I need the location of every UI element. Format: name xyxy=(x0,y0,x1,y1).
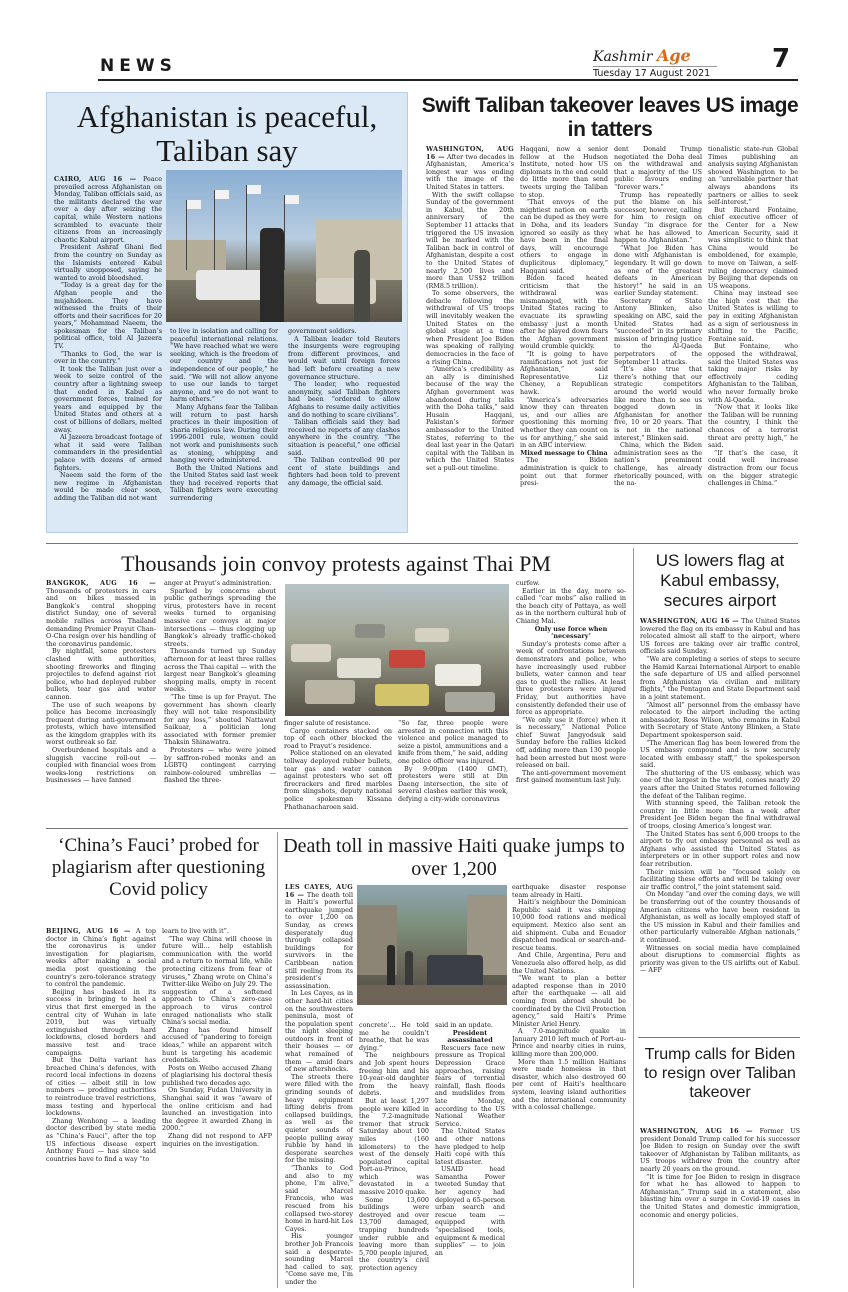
story-haiti-dateline: LES CAYES, AUG 16 — xyxy=(285,884,353,899)
story-thai-paragraph: Thousands turned up Sunday afternoon for at least three rallies across the Thai capital — with the largest near Bangkok’s gleaming shopping malls, empty in recent weeks. xyxy=(164,647,276,694)
story-us-image-paragraph: “America’s credibility as an ally is diminished because of the way the Afghan government was abandoned during talks with the Doha talks,” said Husain Haqqani, Pakistan’s former ambassador to the United States, referring to the deal last year in the Qatari capital with the Taliban in which the United States set a pull-out timeline. xyxy=(426,365,514,472)
story-fauci-headline: ‘China’s Fauci’ probed for plagiarism after questioning Covid policy xyxy=(51,835,266,900)
story-haiti-paragraph: concrete’... He told me he couldn’t breathe, that he was dying.” xyxy=(359,1022,429,1052)
story-thai-paragraph: finger salute of resistance. xyxy=(284,720,371,727)
story-afghanistan-paragraph: to live in isolation and calling for peaceful international relations. “We have reached what we were seeking, which is the freedom of our country and the independence of our people,” he said. “We will not allow anyone to use our lands to target anyone, and we do not want to harm others.” xyxy=(170,328,278,404)
story-haiti-paragraph: Haiti’s neighbour the Dominican Republic said it was shipping 10,000 food rations and medical equipment. Mexico also sent an aid shipment. Cuba and Ecuador dispatched medical or search-and-rescue teams. xyxy=(512,898,626,952)
story-thai-paragraph: Cargo containers stacked on top of each other blocked the road to Prayut’s residence. xyxy=(284,726,392,750)
story-afghanistan-paragraph: The leader, who requested anonymity, said Taliban fighters had been “ordered to allow Afghans to resume daily activities and do nothing to scare civilians”. xyxy=(288,380,400,419)
story-haiti-paragraph: Rescuers face new pressure as Tropical Depression Grace approaches, raising fears of torrential rainfall, flash floods and mudslides from late Monday, according to the US National Weather Service. xyxy=(435,1043,505,1128)
story-thai-headline: Thousands join convoy protests against Thai PM xyxy=(121,551,551,576)
story-us-image-paragraph: “It is going to have ramifications not just for Afghanistan,” said Representative Liz Cheney, a Republican hawk. xyxy=(520,350,608,396)
story-afghanistan-paragraph: It took the Taliban just over a week to seize control of the country after a lightning sweep that ended in Kabul as government forces, trained for years and equipped by the United States and others at a cost of billions of dollars, melted away. xyxy=(54,364,162,434)
story-haiti-paragraph: The streets there were filled with the grinding sounds of heavy equipment lifting debris from collapsed buildings, as well as the quieter sounds of people pulling away rubble by hand in desperate searches for the missing. xyxy=(285,1072,353,1165)
story-us-image-paragraph: China may instead see the high cost that the United States is willing to pay in exiting Afghanistan as a sign of seriousness in shifting to the Pacific, Fontaine said. xyxy=(708,289,798,343)
story-thai-paragraph: By nightfall, some protesters clashed with authorities, shooting fireworks and flinging projectiles to defend against riot police, who had deployed rubber bullets, tear gas and water cannon. xyxy=(46,647,156,701)
story-thai-paragraph: The anti-government movement first gained momentum last July. xyxy=(516,768,626,785)
header-rule xyxy=(98,79,798,81)
story-thai-paragraph: Protesters — who were joined by saffron-robed monks and an LGBTQ contingent carrying rainbow-coloured umbrellas — flashed the three- xyxy=(164,746,276,785)
story-embassy-paragraph: The United States lowered the flag on its embassy in Kabul and has relocated almost all staff to the airport, where US forces are taking over air traffic control, officials said Sunday. xyxy=(640,618,800,656)
story-us-image-paragraph: The Biden administration is quick to point out that former presi- xyxy=(520,456,608,488)
story-afghanistan-headline: Afghanistan is peaceful, Taliban say xyxy=(76,99,378,168)
story-haiti-subhead: President assassinated xyxy=(447,1028,493,1045)
story-fauci-paragraph: Posts on Weibo accused Zhang of plagiarising his doctoral thesis published two decades ago. xyxy=(162,1063,272,1087)
story-thai-paragraph: anger at Prayut’s administration. xyxy=(164,580,272,587)
story-embassy-paragraph: The shuttering of the US embassy, which was one of the largest in the world, comes nearly 20 years after the United States returned following the defeat of the Taliban regime. xyxy=(640,768,800,800)
story-afghanistan-paragraph: A Taliban leader told Reuters the insurgents were regrouping from different provinces, and would wait until foreign forces had left before creating a new governance structure. xyxy=(288,334,400,381)
story-thai-paragraph: Thousands of protesters in cars and on bikes massed in Bangkok’s central shopping district Sunday, one of several mobile rallies across Thailand demanding Premier Prayut Chan-O-Cha resign over his handling of the coronavirus pandemic. xyxy=(46,586,156,648)
story-thai-paragraph: Overburdened hospitals and a sluggish vaccine roll-out — coupled with financial woes from weeks-long restrictions on businesses — have fanned xyxy=(46,746,156,785)
story-afghanistan-dateline: CAIRO, AUG 16 — xyxy=(54,176,137,183)
story-us-image-paragraph: With the swift collapse Sunday of the government in Kabul, the 20th anniversary of the September 11 attacks that triggered the US invasion will be marked with the Taliban back in control of Afghanistan, despite a cost to the United States of nearly 2,500 lives and more than US$2 trillion (RM8.5 trillion). xyxy=(426,190,514,290)
story-embassy-paragraph: “Almost all” personnel from the embassy have relocated to the airport including the acting ambassador, Ross Wilson, who remains in Kabul with Secretary of State Antony Blinken, a State Department spokesperson said. xyxy=(640,700,800,739)
story-us-image-paragraph: “What Joe Biden has done with Afghanistan is legendary. It will go down as one of the greatest defeats in American history!” he said in an earlier Sunday statement. xyxy=(614,243,702,298)
story-thai-paragraph: Sunday’s protests come after a week of confrontations between demonstrators and police, who have increasingly used rubber bullets, water cannon and tear gas to quell the rallies. At least three protesters were injured Friday, but authorities have consistently defended their use of force as appropriate. xyxy=(516,639,626,717)
masthead-rule xyxy=(593,66,717,67)
story-afghanistan-paragraph: government soldiers. xyxy=(288,328,357,335)
protest-convoy-photo xyxy=(285,584,509,716)
story-us-image-paragraph: “It’s also true that there’s nothing that our strategic competitors around the world would like more than to see us bogged down in Afghanistan for another five, 10 or 20 years. That is not in the national interest,” Blinken said. xyxy=(614,365,702,442)
story-fauci-paragraph: Zhang did not respond to AFP inquiries on the investigation. xyxy=(162,1132,272,1148)
haiti-rescue-photo xyxy=(357,885,507,1005)
section-divider xyxy=(638,1037,800,1038)
story-us-image-paragraph: “If that’s the case, it could well increase distraction from our focus on the bigger strategic challenges in China.” xyxy=(708,448,798,488)
story-thai-paragraph: By 9:00pm (1400 GMT), protesters were still at Din Daeng intersection, the site of several clashes earlier this week, defying a city-wide coronavirus xyxy=(398,764,508,803)
story-afghanistan-paragraph: “Thanks to God, the war is over in the country.” xyxy=(54,349,162,366)
page-number: 7 xyxy=(772,44,791,74)
story-thai-paragraph: The use of such weapons by police has become increasingly frequent during anti-government protests, which have intensified as the kingdom grapples with its worst outbreak so far. xyxy=(46,700,156,747)
story-fauci-dateline: BEIJING, AUG 16 — xyxy=(46,928,131,935)
story-haiti-paragraph: His younger brother Job Francois said a desperate-sounding Marcel had called to say, “Come save me, I’m under the xyxy=(285,1232,353,1286)
story-fauci-paragraph: Zhang Wenhong — a leading doctor described by state media as “China’s Fauci”, after the top US infectious disease expert Anthony Fauci — has since said countries have to find a way “to xyxy=(46,1116,156,1163)
story-trump-paragraph: “It is time for Joe Biden to resign in disgrace for what he has allowed to happen to Afghanistan,” Trump said in a statement, also blasting him over a surge in Covid-19 cases in the United States and domestic immigration, economic and energy policies. xyxy=(640,1172,800,1219)
story-embassy-paragraph: Their mission will be “focused solely on facilitating these efforts and will be taking over air traffic control,” the joint statement said. xyxy=(640,867,800,891)
story-haiti-paragraph: The United States and other nations have pledged to help Haiti cope with this latest disaster. xyxy=(435,1127,505,1166)
story-us-image-paragraph: But Fontaine, who opposed the withdrawal, said the United States was taking major risks by effectively ceding Afghanistan to the Taliban, who never formally broke with Al-Qaeda. xyxy=(708,342,798,404)
story-trump-paragraph: Former US president Donald Trump called for his successor Joe Biden to resign on Sunday over the swift takeover of Afghanistan by Taliban militants, as US troops withdrew from the country after nearly 20 years on the ground. xyxy=(640,1128,800,1173)
column-divider xyxy=(277,832,278,1288)
story-us-image-paragraph: “America’s adversaries know they can threaten us, and our allies are questioning this morning whether they can count on us for anything,” she said in an ABC interview. xyxy=(520,395,608,450)
column-divider xyxy=(633,548,634,1288)
story-us-image-paragraph: tionalistic state-run Global Times publishing an analysis saying Afghanistan showed Washington to be an “unreliable partner that always abandons its partners or allies to seek self-interest.” xyxy=(708,146,798,207)
story-afghanistan-paragraph: “Today is a great day for the Afghan people and the mujahideen. They have witnessed the fruits of their efforts and their sacrifices for 20 years,” Mohammad Naeem, the spokesman for the Taliban’s political office, told Al Jazeera TV. xyxy=(54,281,162,351)
story-haiti-paragraph: The neighbours and Job spent hours freeing him and his 10-year-old daughter from the heavy debris. xyxy=(359,1051,429,1098)
story-thai-paragraph: Sparked by concerns about public gatherings spreading the virus, protesters have in recent weeks turned to organising massive car convoys at major intersections — thus clogging up Bangkok’s already traffic-choked streets. xyxy=(164,586,276,648)
story-us-image-paragraph: Trump has repeatedly put the blame on his successor, however, calling for him to resign on Sunday “in disgrace for what he has allowed to happen to Afghanistan.” xyxy=(614,190,702,245)
story-thai-paragraph: Police stationed on an elevated tollway deployed rubber bullets, tear gas and water cannon against protesters who set off firecrackers and fired marbles from slingshots, deputy national police spokesman Kissana Phathanacharoen said. xyxy=(284,749,392,811)
story-haiti-headline: Death toll in massive Haiti quake jumps to over 1,200 xyxy=(283,835,625,880)
story-fauci-paragraph: On Sunday, Fudan University in Shanghai said it was “aware of the online criticism and had launched an investigation into the degree it awarded Zhang in 2000.” xyxy=(162,1086,272,1133)
story-embassy-paragraph: “The American flag has been lowered from the US embassy compound and is now securely located with embassy staff,” the spokesperson said. xyxy=(640,738,800,770)
story-embassy-dateline: WASHINGTON, AUG 16 — xyxy=(640,618,739,625)
story-us-image-paragraph: But Richard Fontaine, chief executive officer of the Center for a New American Security, said it was simplistic to think that China would be emboldened, for example, to move on Taiwan, a self-ruling democracy claimed by Beijing that depends on US weapons. xyxy=(708,205,798,290)
story-embassy-paragraph: The United States has sent 6,000 troops to the airport to fly out embassy personnel as well as Afghans who assisted the United States as interpreters or in other support roles and now fear retribution. xyxy=(640,829,800,868)
story-fauci-paragraph: “The way China will choose in future will... help establish communication with the world and a return to normal life, while protecting citizens from fear of viruses,” Zhang wrote on China’s Twitter-like Weibo on July 29. The suggestion of a softened approach to China’s zero-case approach to virus control enraged nationalists who stalk China’s social media. xyxy=(162,934,272,1027)
story-embassy-headline: US lowers flag at Kabul embassy, secures airport xyxy=(655,551,785,610)
story-thai-paragraph: Earlier in the day, more so-called “car mobs” also rallied in the beach city of Pattaya, as well as in the northern cultural hub of Chiang Mai. xyxy=(516,586,626,625)
story-us-image-paragraph: “Now that it looks like the Taliban will be running the country, I think the chances of a terrorist threat are pretty high,” he said. xyxy=(708,403,798,450)
story-haiti-paragraph: “Thanks to God and also to my phone, I’m alive,” said Marcel Francois, who was rescued from his collapsed two-storey home in hard-hit Les Cayes. xyxy=(285,1163,353,1233)
story-us-image-dateline: WASHINGTON, AUG 16 — xyxy=(426,146,514,161)
story-embassy-paragraph: On Monday “and over the coming days, we will be transferring out of the country thousands of American citizens who have been resident in Afghanistan, as well as locally employed staff of the US mission in Kabul and their families and other particularly vulnerable Afghan nationals,” it continued. xyxy=(640,890,800,944)
story-haiti-paragraph: said in an update. xyxy=(435,1022,493,1029)
story-fauci-paragraph: learn to live with it”. xyxy=(162,928,229,935)
story-embassy-paragraph: With stunning speed, the Taliban retook the country in little more than a week after President Joe Biden began the final withdrawal of troops, closing America’s longest war. xyxy=(640,799,800,831)
story-afghanistan-paragraph: Naeem said the form of the new regime in Afghanistan would be made clear soon, adding the Taliban did not want xyxy=(54,471,162,502)
story-afghanistan-paragraph: Both the United Nations and the United States said last week they had received reports that Taliban fighters were executing surrendering xyxy=(170,463,278,503)
story-afghanistan-paragraph: Al Jazeera broadcast footage of what it said were Taliban commanders in the presidential palace with dozens of armed fighters. xyxy=(54,433,162,472)
story-trump-dateline: WASHINGTON, AUG 16 — xyxy=(640,1128,753,1135)
story-us-image-paragraph: After two decades in Afghanistan, America’s longest war was ending with the image of the United States in tatters. xyxy=(426,152,514,191)
story-haiti-paragraph: USAID head Samantha Power tweeted Sunday that her agency had deployed a 65-person urban search and rescue team — equipped with “specialised tools, equipment & medical supplies” — to join an xyxy=(435,1165,505,1257)
story-haiti-paragraph: But at least 1,297 people were killed in the 7.2-magnitude tremor that struck Saturday about 100 miles (160 kilometers) to the west of the densely populated capital Port-au-Prince, which was devastated in a massive 2010 quake. xyxy=(359,1096,429,1197)
story-afghanistan-paragraph: The Taliban controlled 90 per cent of state buildings and fighters had been told to prevent any damage, the official said. xyxy=(288,456,400,487)
story-haiti-paragraph: earthquake disaster response team already in Haiti. xyxy=(512,884,626,899)
issue-date: Tuesday 17 August 2021 xyxy=(593,68,711,79)
masthead-logo xyxy=(593,46,691,65)
story-afghanistan-paragraph: Taliban officials said they had received no reports of any clashes anywhere in the country. “The situation is peaceful,” one official said. xyxy=(288,418,400,457)
story-afghanistan-paragraph: President Ashraf Ghani fled from the country on Sunday as the Islamists entered Kabul virtually unopposed, saying he wanted to avoid bloodshed. xyxy=(54,243,162,282)
story-haiti-paragraph: More than 1.5 million Haitians were made homeless in that disaster, which also destroyed 60 per cent of Haiti’s healthcare system, leaving island authorities and the international community with a colossal challenge. xyxy=(512,1057,626,1112)
story-us-image-paragraph: Haqqani, now a senior fellow at the Hudson Institute, noted how US diplomats in the end could do little more than send tweets urging the Taliban to stop. xyxy=(520,146,608,199)
story-fauci-paragraph: Zhang has found himself accused of “pandering to foreign ideas,” while an apparent witch hunt is targeting his academic credentials. xyxy=(162,1025,272,1065)
story-us-image-paragraph: To some observers, the debacle following the withdrawal of US troops will inevitably weaken the United States on the global stage at a time when President Joe Biden was speaking of rallying democracies in the face of a rising China. xyxy=(426,289,514,366)
story-haiti-paragraph: And Chile, Argentina, Peru and Venezuela also offered help, as did the United Nations. xyxy=(512,951,626,975)
story-embassy-paragraph: Witnesses on social media have complained about disruptions to commercial flights as priority was given to the US airlifts out of Kabul. — AFP xyxy=(640,943,800,975)
story-us-image-paragraph: dent Donald Trump negotiated the Doha deal on the withdrawal and that a majority of the US public favours ending “forever wars.” xyxy=(614,146,702,191)
story-thai-paragraph: “We only use it (force) when it is necessary,” National Police chief Suwat Jangyodsuk said Sunday before the rallies kicked off, adding more than 130 people had been arrested but most were released on bail. xyxy=(516,715,626,770)
story-fauci-paragraph: But the Delta variant has breached China’s defences, with record local infections in dozens of cities — albeit still in low numbers — prodding authorities to reintroduce travel restrictions, mass testing and hyperlocal lockdowns. xyxy=(46,1056,156,1118)
story-haiti-paragraph: In Les Cayes, as in other hard-hit cities on the southwestern peninsula, most of the population spent the night sleeping outdoors in front of their houses — or what remained of them — amid fears of new aftershocks. xyxy=(285,989,353,1074)
story-thai-paragraph: “The time is up for Prayut. The government has shown clearly they will not take responsibility for any loss,” shouted Nattawut Saikuar, a politician long associated with former premier Thaksin Shinawatra. xyxy=(164,692,276,747)
story-thai-subhead: Only use force when ‘necessary’ xyxy=(534,624,608,641)
taliban-fighter-photo xyxy=(166,170,402,322)
section-label: NEWS xyxy=(100,56,177,76)
section-divider xyxy=(46,543,798,544)
story-thai-paragraph: curfew. xyxy=(516,580,540,587)
story-fauci-paragraph: Beijing has basked in its success in bringing to heel a virus that first emerged in the central city of Wuhan in late 2019, but was virtually extinguished through hard lockdowns, closed borders and massive test and trace campaigns. xyxy=(46,987,156,1057)
story-embassy-paragraph: “We are completing a series of steps to secure the Hamid Karzai International Airport to enable the safe departure of US and allied personnel from Afghanistan via civilian and military flights,” the Pentagon and State Department said in a joint statement. xyxy=(640,654,800,701)
story-us-image-paragraph: Secretary of State Antony Blinken, also speaking on ABC, said the United States had “succeeded” in its primary mission of bringing justice to the Al-Qaeda perpetrators of the September 11 attacks. xyxy=(614,296,702,366)
story-us-image-headline: Swift Taliban takeover leaves US image in tatters xyxy=(421,94,799,141)
story-us-image-paragraph: Biden faced heated criticism that the withdrawal was mismanaged, with the United States racing to evacuate its sprawling embassy just a month after he played down fears the Afghan government would crumble quickly. xyxy=(520,274,608,351)
section-divider xyxy=(46,828,628,829)
story-haiti-paragraph: “We want to plan a better adapted response than in 2010 after the earthquake — all aid coming from abroad should be coordinated by the Civil Protection agency,” said Haiti’s Prime Minister Ariel Henry. xyxy=(512,974,626,1028)
story-trump-headline: Trump calls for Biden to resign over Taliban takeover xyxy=(644,1046,796,1101)
story-haiti-paragraph: Some 13,600 buildings were destroyed and over 13,700 damaged, trapping hundreds under rubble and leaving more than 5,700 people injured, the country’s civil protection agency xyxy=(359,1195,429,1272)
story-us-image-paragraph: “That envoys of the mightiest nation on earth can be duped as they were in Doha, and its leaders ignored so easily as they have been in the final days, will encourage others to engage in duplicitous diplomacy,” Haqqani said. xyxy=(520,198,608,275)
story-us-image-paragraph: China, which the Biden administration sees as the nation’s preeminent challenge, has already rhetorically pounced, with the na- xyxy=(614,441,702,488)
story-afghanistan-paragraph: Peace prevailed across Afghanistan on Monday, Taliban officials said, as the militants declared the war over a day after seizing the capital, while Western nations scrambled to evacuate their citizens from an increasingly chaotic Kabul airport. xyxy=(54,176,162,244)
story-afghanistan-paragraph: Many Afghans fear the Taliban will return to past harsh practices in their imposition of sharia religious law. During their 1996-2001 rule, women could not work and punishments such as stoning, whipping and hanging were administered. xyxy=(170,402,278,465)
masthead-word-kashmir: Kashmir xyxy=(593,49,653,65)
masthead-word-age: Age xyxy=(656,46,691,65)
story-us-image-subhead: Mixed message to China xyxy=(520,448,608,457)
story-thai-paragraph: “So far, three people were arrested in connection with this violence and police managed to seize a pistol, ammunitions and a knife from them,” he said, adding one police officer was injured. xyxy=(398,720,508,765)
story-haiti-paragraph: The death toll in Haiti’s powerful earthquake jumped to over 1,200 on Sunday, as crews desperately dug through collapsed buildings for survivors in the Caribbean nation still reeling from its president’s assassination. xyxy=(285,890,353,990)
story-thai-dateline: BANGKOK, AUG 16 — xyxy=(46,580,156,587)
story-haiti-paragraph: A 7.0-magnitude quake in January 2010 left much of Port-au-Prince and nearby cities in ruins, killing more than 200,000. xyxy=(512,1027,626,1059)
story-fauci-paragraph: A top doctor in China’s fight against the coronavirus is under investigation for plagiarism, weeks after making a social media post questioning the country’s zero-tolerance strategy to control the pandemic. xyxy=(46,928,156,989)
